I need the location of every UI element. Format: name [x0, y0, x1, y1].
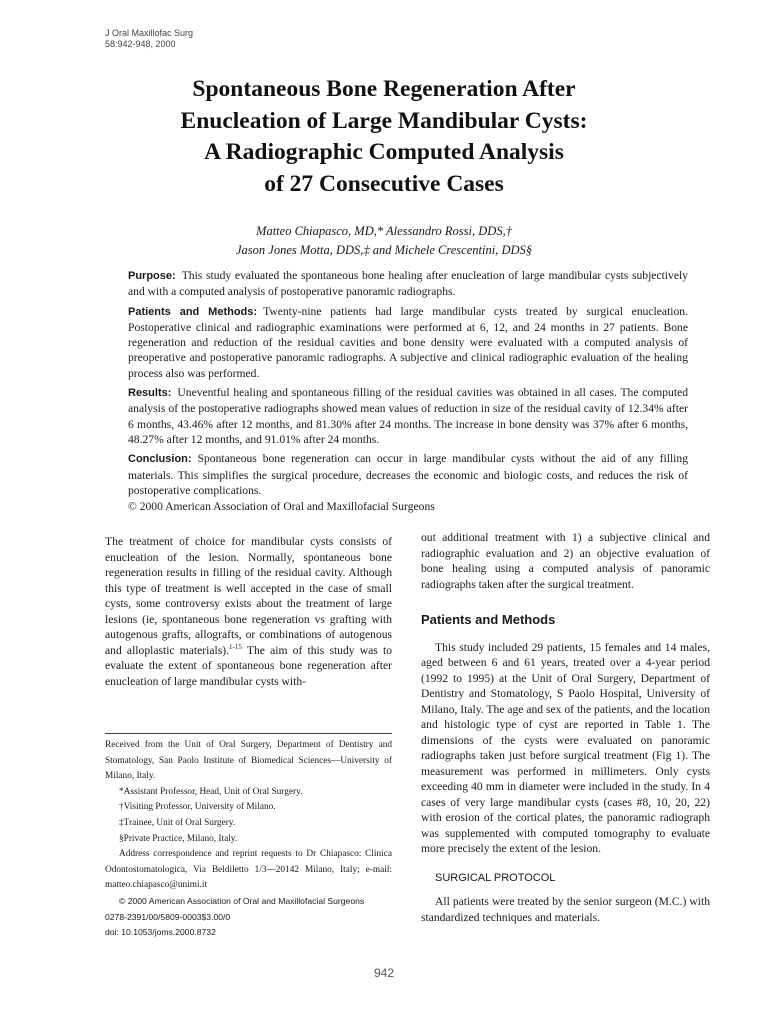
doi-link[interactable]: doi: 10.1053/joms.2000.8732	[105, 927, 216, 938]
journal-citation	[105, 28, 193, 50]
purpose-label: Purpose:	[128, 270, 176, 282]
reference-superscript: 1-15	[229, 642, 242, 651]
conclusion-text: Spontaneous bone regeneration can occur in large mandibular cysts without the aid of any filling materials. This simplifies the surgical procedure, decreases the economic and biologic costs, and reduces the risk of postoperative complications.	[128, 452, 688, 497]
footnotes	[105, 738, 392, 941]
page-number: 942	[373, 966, 395, 980]
methods-paragraph: This study included 29 patients, 15 females and 14 males, aged between 6 and 61 years, treated over a 4-year period (1992 to 1995) at the Unit of Oral Surgery, Department of Dentistry and Stomatology, S Paolo Hospital, University of Milano, Italy. The age and sex of the patients, and the location and histologic type of cyst are reported in Table 1. The dimensions of the cysts were evaluated on panoramic radiographs taken just before surgical treatment (Fig 1). The measurement was performed in millimeters. Only cysts exceeding 40 mm in diameter were included in the study. In 4 cases of very large mandibular cysts (cases #8, 10, 20, 22) with erosion of the cortical plates, the panoramic radiograph was supplemented with computed tomography to evaluate more precisely the extent of the lesion.	[421, 640, 710, 855]
journal-volume: 58:942-948, 2000	[105, 39, 176, 49]
right-column	[421, 530, 710, 925]
abstract-results	[128, 385, 688, 447]
protocol-paragraph: All patients were treated by the senior surgeon (M.C.) with standardized techniques and materials.	[421, 895, 710, 924]
authors-line: Jason Jones Motta, DDS,‡ and Michele Crescentini, DDS§	[235, 243, 532, 257]
abstract-methods	[128, 304, 688, 381]
issn-code: 0278-2391/00/5809-0003$3.00/0	[105, 911, 231, 922]
footnote-divider	[105, 733, 392, 734]
conclusion-label: Conclusion:	[128, 453, 192, 466]
abstract-conclusion	[128, 451, 688, 498]
results-text: Uneventful healing and spontaneous filling of the residual cavities was obtained in all cases. The computed analysis of the postoperative radiographs showed mean values of reduction in size of the residual cavity of 12.34% after 6 months, 43.46% after 12 months, and 81.30% after 24 months. The increase in bone density was 37% after 6 months, 48.27% after 12 months, and 91.01% after 24 months.	[128, 386, 688, 446]
journal-name: J Oral Maxillofac Surg	[105, 28, 194, 38]
intro-text-continued: The aim of this study was to evaluate the extent of spontaneous bone regeneration after enucleation of large mandibular cysts with-	[105, 643, 392, 688]
title-line: A Radiographic Computed Analysis	[204, 139, 564, 165]
section-heading-methods: Patients and Methods	[421, 612, 556, 627]
article-title	[60, 74, 708, 200]
footnote-author-3: ‡Trainee, Unit of Oral Surgery.	[119, 817, 236, 828]
abstract-copyright: © 2000 American Association of Oral and Maxillofacial Surgeons	[128, 500, 435, 514]
left-column	[105, 534, 392, 689]
methods-text: Twenty-nine patients had large mandibular cysts treated by surgical enucleation. Postoperative clinical and radiographic examinations were performed at 6, 12, and 24 months in 27 patients. Bone regeneration and reduction of the residual cavities and bone density were evaluated with a computed analysis of preoperative and postoperative panoramic radiographs. A subjective and clinical radiographic evaluation of the healing process also was performed.	[128, 304, 689, 380]
footnote-author-4: §Private Practice, Milano, Italy.	[119, 833, 238, 844]
intro-text: The treatment of choice for mandibular cysts consists of enucleation of the lesion. Normally, spontaneous bone regeneration results in filling of the residual cavity. Although this type of treatment is well accepted in the case of small cysts, some controversy exists about the treatment of large lesions (ie, spontaneous bone regeneration vs grafting with autogenous grafts, allografts, or combinations of autogenous and alloplastic materials).	[105, 535, 392, 657]
results-label: Results:	[128, 387, 172, 400]
footnote-author-1: *Assistant Professor, Head, Unit of Oral Surgery.	[119, 786, 303, 797]
abstract-purpose	[128, 268, 688, 300]
title-line: Enucleation of Large Mandibular Cysts:	[180, 107, 588, 134]
subsection-heading-protocol: SURGICAL PROTOCOL	[435, 871, 556, 884]
purpose-text: This study evaluated the spontaneous bone healing after enucleation of large mandibular cysts subjectively and with a computed analysis of postoperative panoramic radiographs.	[128, 269, 688, 299]
abstract	[128, 268, 688, 518]
author-list	[60, 222, 708, 260]
title-line: of 27 Consecutive Cases	[264, 170, 504, 197]
intro-paragraph	[105, 534, 392, 689]
footnote-author-2: †Visiting Professor, University of Milano.	[119, 802, 276, 813]
title-line: Spontaneous Bone Regeneration After	[192, 76, 576, 102]
received-note: Received from the Unit of Oral Surgery, Department of Dentistry and Stomatology, San Paolo Institute of Biomedical Sciences—University of Milano, Italy.	[105, 740, 392, 782]
correspondence-address: Address correspondence and reprint requests to Dr Chiapasco: Clinica Odontostomatologica, Via Beldiletto 1/3—20142 Milano, Italy; e-mail: matteo.chiapasco@unimi.it	[105, 849, 392, 891]
intro-continuation: out additional treatment with 1) a subjective clinical and radiographic evaluation and 2) an objective evaluation of bone healing using a computed analysis of panoramic radiographs taken after the surgical treatment.	[421, 531, 710, 591]
methods-label: Patients and Methods:	[128, 305, 258, 318]
footnote-copyright: © 2000 American Association of Oral and Maxillofacial Surgeons	[119, 895, 365, 906]
authors-line: Matteo Chiapasco, MD,* Alessandro Rossi, DDS,†	[256, 224, 512, 238]
